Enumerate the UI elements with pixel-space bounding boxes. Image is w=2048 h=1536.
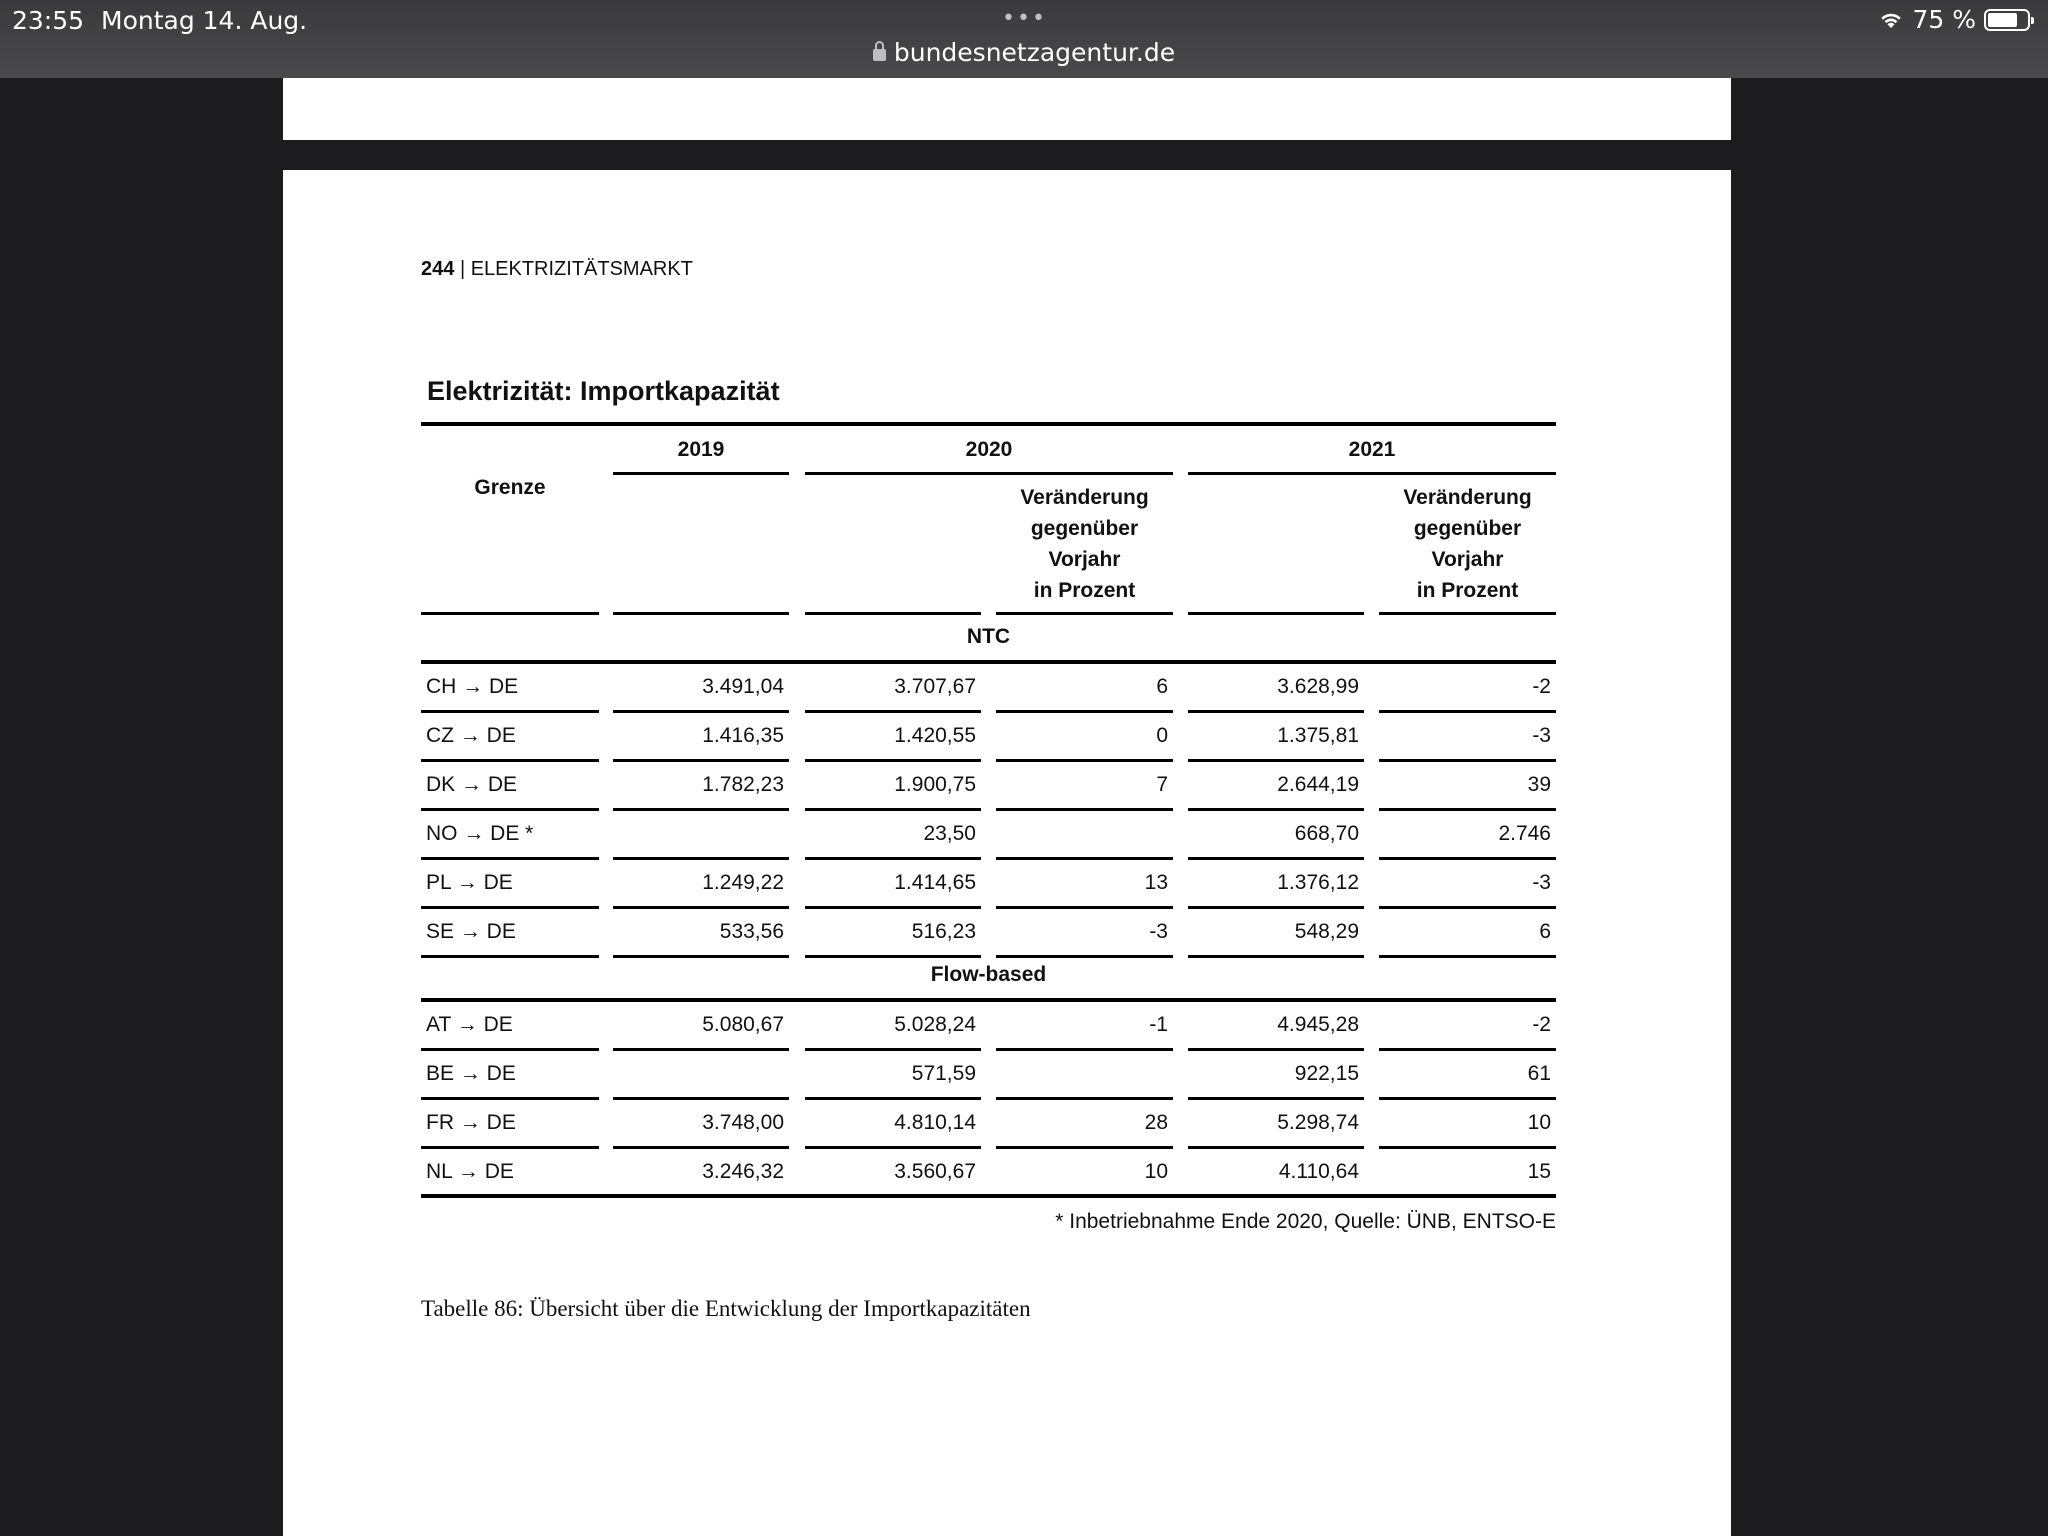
status-time: 23:55 [12, 6, 85, 35]
status-date: Montag 14. Aug. [101, 6, 308, 35]
row-rule [1379, 1097, 1556, 1100]
header-rule-2019 [613, 472, 789, 475]
cell-c2021: -2 [1532, 1013, 1551, 1036]
previous-page [283, 78, 1731, 140]
battery-level [1988, 13, 2017, 27]
document-page [283, 170, 1731, 1536]
row-rule [421, 906, 599, 909]
cell-v2021: 5.298,74 [1277, 1111, 1359, 1134]
row-rule [996, 1146, 1173, 1149]
url-text: bundesnetzagentur.de [893, 38, 1176, 67]
cell-v2020: 3.707,67 [894, 675, 976, 698]
row-rule [421, 759, 599, 762]
cell-v2021: 668,70 [1294, 822, 1359, 845]
cell-v2019: 1.249,22 [702, 871, 784, 894]
cell-c2021: 10 [1527, 1111, 1551, 1134]
row-rule [1188, 955, 1364, 958]
cell-c2021: -2 [1532, 675, 1551, 698]
cell-c2021: 15 [1527, 1160, 1551, 1183]
row-rule [1188, 1048, 1364, 1051]
wifi-icon [1878, 10, 1904, 30]
cell-v2021: 548,29 [1294, 920, 1359, 943]
row-rule [996, 808, 1173, 811]
cell-c2021: -3 [1532, 724, 1551, 747]
cell-c2020: 0 [1156, 724, 1168, 747]
row-rule [1379, 1146, 1556, 1149]
row-rule [1188, 759, 1364, 762]
row-rule [805, 955, 981, 958]
cell-v2020: 1.900,75 [894, 773, 976, 796]
header-rule-col6 [1379, 612, 1556, 615]
row-rule [1188, 1097, 1364, 1100]
cell-v2019: 3.748,00 [702, 1111, 784, 1134]
row-rule [613, 1048, 789, 1051]
header-change-2020: Veränderung gegenüber Vorjahr in Prozent [1020, 486, 1149, 602]
row-rule [421, 710, 599, 713]
cell-border: CZ → DE [426, 724, 516, 747]
row-rule [996, 759, 1173, 762]
cell-v2020: 1.414,65 [894, 871, 976, 894]
battery-icon [1984, 9, 2030, 31]
cell-v2020: 23,50 [923, 822, 976, 845]
row-rule [1188, 710, 1364, 713]
table-footnote: * Inbetriebnahme Ende 2020, Quelle: ÜNB, ENTSO-E [1055, 1210, 1556, 1233]
row-rule [1188, 808, 1364, 811]
row-rule [613, 759, 789, 762]
cell-v2019: 533,56 [719, 920, 784, 943]
row-rule [805, 808, 981, 811]
cell-c2020: -1 [1149, 1013, 1168, 1036]
header-2020: 2020 [965, 438, 1013, 461]
cell-v2020: 571,59 [911, 1062, 976, 1085]
row-rule [1379, 906, 1556, 909]
cell-c2021: 2.746 [1498, 822, 1551, 845]
cell-c2021: -3 [1532, 871, 1551, 894]
section-label: NTC [966, 625, 1011, 648]
running-head [421, 258, 693, 281]
cell-v2020: 5.028,24 [894, 1013, 976, 1036]
table-top-rule [421, 422, 1556, 426]
cell-v2019: 3.246,32 [702, 1160, 784, 1183]
page-number: 244 [421, 258, 455, 280]
row-rule [421, 955, 599, 958]
cell-c2020: 28 [1144, 1111, 1168, 1134]
section-rule [421, 660, 1556, 664]
header-grenze: Grenze [474, 476, 546, 499]
row-rule [421, 857, 599, 860]
header-rule-col4 [996, 612, 1173, 615]
lock-icon [873, 49, 886, 61]
header-rule-col3 [805, 612, 981, 615]
cell-border: FR → DE [426, 1111, 516, 1134]
row-rule [996, 710, 1173, 713]
row-rule [1188, 857, 1364, 860]
cell-c2020: 6 [1156, 675, 1168, 698]
table-title: Elektrizität: Importkapazität [427, 376, 780, 406]
battery-percent: 75 % [1912, 5, 1976, 34]
cell-v2020: 4.810,14 [894, 1111, 976, 1134]
row-rule [421, 808, 599, 811]
cell-border: CH → DE [426, 675, 519, 698]
row-rule [613, 710, 789, 713]
row-rule [996, 955, 1173, 958]
row-rule [613, 1146, 789, 1149]
cell-border: DK → DE [426, 773, 518, 796]
row-rule [805, 710, 981, 713]
cell-v2020: 516,23 [911, 920, 976, 943]
row-rule [613, 955, 789, 958]
cell-v2020: 1.420,55 [894, 724, 976, 747]
row-rule [421, 1146, 599, 1149]
header-rule-2021 [1188, 472, 1556, 475]
cell-c2020: 13 [1144, 871, 1168, 894]
browser-chrome [0, 0, 2048, 78]
cell-v2019: 1.416,35 [702, 724, 784, 747]
cell-c2020: 10 [1144, 1160, 1168, 1183]
status-right [1878, 5, 2030, 34]
cell-v2021: 3.628,99 [1277, 675, 1359, 698]
row-rule [613, 808, 789, 811]
cell-border: NL → DE [426, 1160, 514, 1183]
row-rule [996, 857, 1173, 860]
cell-c2020: 7 [1156, 773, 1168, 796]
cell-border: BE → DE [426, 1062, 516, 1085]
row-rule [613, 1097, 789, 1100]
row-rule [1379, 955, 1556, 958]
row-rule [1379, 710, 1556, 713]
cell-v2021: 4.110,64 [1278, 1160, 1359, 1183]
cell-v2021: 1.376,12 [1277, 871, 1359, 894]
row-rule [1379, 808, 1556, 811]
cell-v2020: 3.560,67 [894, 1160, 976, 1183]
header-rule-col2 [613, 612, 789, 615]
cell-c2021: 61 [1527, 1062, 1551, 1085]
cell-border: AT → DE [426, 1013, 513, 1036]
row-rule [421, 1097, 599, 1100]
table-bottom-rule [421, 1194, 1556, 1198]
section-name: | ELEKTRIZITÄTSMARKT [459, 258, 693, 280]
cell-c2020: -3 [1149, 920, 1168, 943]
row-rule [805, 1048, 981, 1051]
section-label: Flow-based [930, 963, 1047, 986]
row-rule [1379, 1048, 1556, 1051]
cell-border: SE → DE [426, 920, 516, 943]
cell-c2021: 6 [1539, 920, 1551, 943]
row-rule [421, 1048, 599, 1051]
row-rule [805, 1097, 981, 1100]
row-rule [613, 857, 789, 860]
cell-v2019: 3.491,04 [702, 675, 784, 698]
cell-v2019: 1.782,23 [702, 773, 784, 796]
header-2021: 2021 [1348, 438, 1396, 461]
row-rule [805, 759, 981, 762]
row-rule [805, 1146, 981, 1149]
row-rule [1188, 1146, 1364, 1149]
row-rule [1379, 759, 1556, 762]
header-rule-col5 [1188, 612, 1364, 615]
cell-border: PL → DE [426, 871, 513, 894]
row-rule [805, 857, 981, 860]
cell-border: NO → DE * [426, 822, 534, 845]
cell-v2021: 4.945,28 [1277, 1013, 1359, 1036]
cell-v2021: 922,15 [1294, 1062, 1359, 1085]
row-rule [996, 1097, 1173, 1100]
cell-v2021: 2.644,19 [1277, 773, 1359, 796]
url-bar[interactable] [0, 38, 2048, 67]
header-change-2021: Veränderung gegenüber Vorjahr in Prozent [1403, 486, 1532, 602]
multitasking-dots[interactable]: ••• [1002, 6, 1047, 31]
cell-v2019: 5.080,67 [702, 1013, 784, 1036]
header-rule-col1 [421, 612, 599, 615]
row-rule [805, 906, 981, 909]
row-rule [613, 906, 789, 909]
row-rule [1379, 857, 1556, 860]
cell-v2021: 1.375,81 [1277, 724, 1359, 747]
cell-c2021: 39 [1527, 773, 1551, 796]
row-rule [996, 1048, 1173, 1051]
row-rule [996, 906, 1173, 909]
header-2019: 2019 [677, 438, 725, 461]
row-rule [1188, 906, 1364, 909]
header-rule-2020 [805, 472, 1173, 475]
section-rule [421, 998, 1556, 1002]
table-caption: Tabelle 86: Übersicht über die Entwicklung der Importkapazitäten [421, 1296, 1031, 1321]
